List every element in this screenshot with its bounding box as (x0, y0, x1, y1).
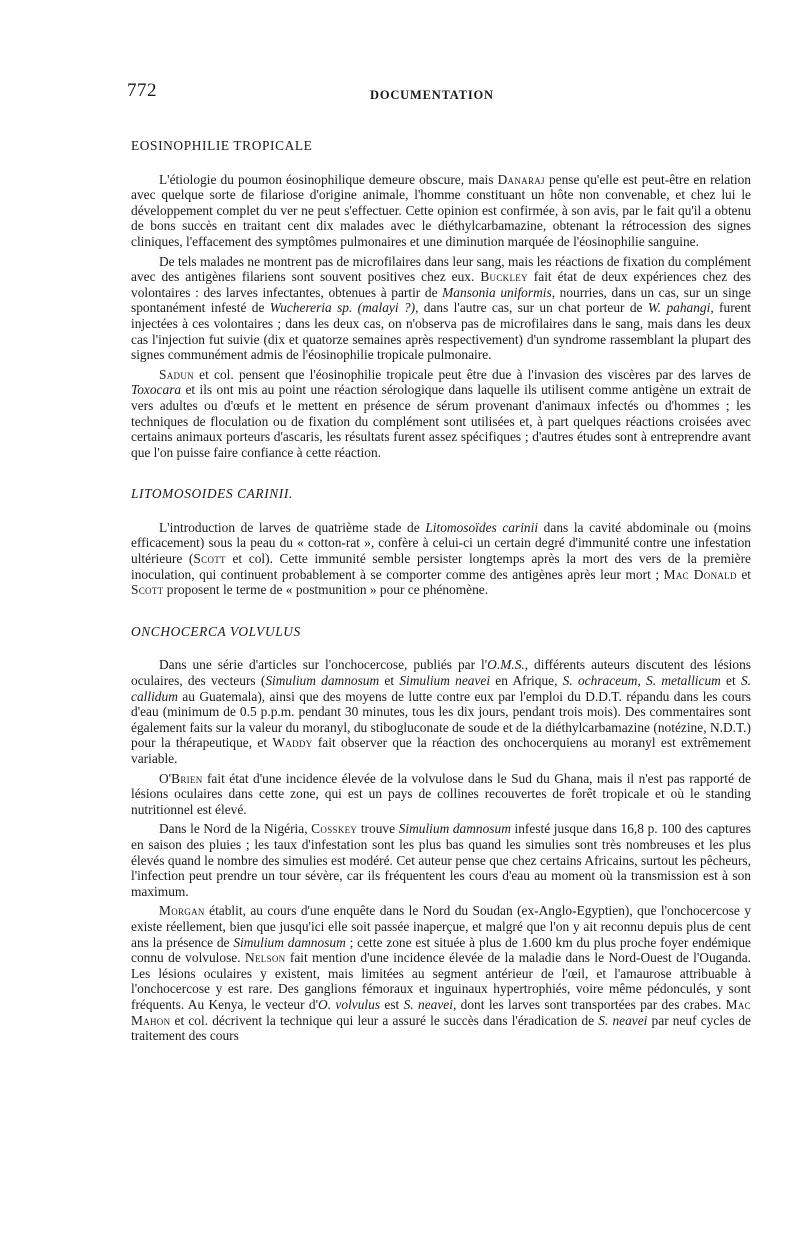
page-header (0, 80, 800, 110)
paragraph: L'étiologie du poumon éosinophilique demeure obscure, mais Danaraj pense qu'elle est peut-être en relation avec quelque sorte de filariose d'origine animale, l'homme constituant un hôte non convenable, et chez lui le développement complet du ver ne peut s'effectuer. Cette opinion est confirmée, à son avis, par le fait qu'il a obtenu de bons succès en traitant cent dix malades avec le diéthylcarbamazine, obtenant la rétrocession des signes cliniques, l'effacement des symptômes pulmonaires et une diminution marquée de l'éosinophilie sanguine. (131, 171, 751, 249)
paragraph: Sadun et col. pensent que l'éosinophilie tropicale peut être due à l'invasion des viscères par des larves de Toxocara et ils ont mis au point une réaction sérologique dans laquelle ils utilisent comme antigène un extrait de vers adultes ou d'œufs et le mettent en présence de sérum provenant d'animaux infectés ou d'hommes ; les techniques de floculation ou de fixation du complément sont utilisées et, à part quelques réactions croisées avec certains animaux porteurs d'ascaris, les résultats furent assez spécifiques ; d'autres études sont à entreprendre avant que l'on puisse faire confiance à cette réaction. (131, 366, 751, 460)
page-body (131, 138, 751, 1048)
paragraph: Dans le Nord de la Nigéria, Cosskey trouve Simulium damnosum infesté jusque dans 16,8 p. 100 des captures en saison des pluies ; les taux d'infestation sont les plus bas quand les simulies sont très nombreuses et les plus élevés quand le nombre des simulies est modéré. Cet auteur pense que chez certains Africains, surtout les pêcheurs, l'infection peut prendre un tour sévère, car ils fréquentent les cours d'eau au moment où la transmission est à son maximum. (131, 821, 751, 899)
paragraph: Dans une série d'articles sur l'onchocercose, publiés par l'O.M.S., différents auteurs discutent des lésions oculaires, des vecteurs (Simulium damnosum et Simulium neavei en Afrique, S. ochraceum, S. metallicum et S. callidum au Guatemala), ainsi que des moyens de lutte contre eux par l'emploi du D.D.T. répandu dans les cours d'eau (minimum de 0.5 p.p.m. pendant 30 minutes, tous les dix jours, pendant trois mois). Des commentaires sont également faits sur la valeur du moranyl, du stibogluconate de soude et de la diéthylcarbamazine (notézine, N.D.T.) pour la thérapeutique, et Waddy fait observer que la réaction des onchocerquiens au moranyl est extrêmement variable. (131, 657, 752, 766)
section-title-eosinophilie: EOSINOPHILIE TROPICALE (131, 138, 313, 153)
section-title-litomosoides: LITOMOSOIDES CARINII. (131, 486, 293, 502)
paragraph: De tels malades ne montrent pas de microfilaires dans leur sang, mais les réactions de fixation du complément avec des antigènes filariens sont souvent positives chez eux. Buckley fait état de deux expériences chez des volontaires : des larves infectantes, obtenues à partir de Mansonia uniformis, nourries, dans un cas, sur un singe spontanément infesté de Wuchereria sp. (malayi ?), dans l'autre cas, sur un chat porteur de W. pahangi, furent injectées à ces volontaires ; dans les deux cas, on n'observa pas de microfilaires dans le sang, mais dans les deux cas l'injection fut suivie (dix et quatorze semaines après respectivement) d'un syndrome rassemblant la plupart des signes communément admis de l'éosinophilie tropicale pulmonaire. (131, 253, 752, 363)
paragraph: O'Brien fait état d'une incidence élevée de la volvulose dans le Sud du Ghana, mais il n'est pas rapporté de lésions oculaires dans cette zone, qui est un pays de collines recouvertes de forêt tropicale et où le standing nutritionnel est élevé. (131, 770, 751, 817)
paragraph: L'introduction de larves de quatrième stade de Litomosoïdes carinii dans la cavité abdominale ou (moins efficacement) sous la peau du « cotton-rat », confère à celui-ci un certain degré d'immunité contre une infestation ultérieure (Scott et col). Cette immunité semble persister longtemps après la mort des vers de la première inoculation, qui continuent probablement à se comporter comme des antigènes après leur mort ; Mac Donald et Scott proposent le terme de « postmunition » pour ce phénomène. (131, 519, 751, 598)
section-title-onchocerca: ONCHOCERCA VOLVULUS (131, 623, 301, 639)
page-number: 772 (127, 80, 157, 101)
running-title: DOCUMENTATION (370, 88, 494, 102)
paragraph: Morgan établit, au cours d'une enquête dans le Nord du Soudan (ex-Anglo-Egyptien), que l'onchocercose y existe réellement, bien que jusqu'ici elle soit passée inaperçue, et malgré que l'on y ait reconnu depuis plus de cent ans la présence de Simulium damnosum ; cette zone est située à plus de 1.600 km du plus proche foyer endémique connu de volvulose. Nelson fait mention d'une incidence élevée de la maladie dans le Nord-Ouest de l'Ouganda. Les lésions oculaires y existent, mais limitées au segment antérieur de l'œil, et l'amaurose attribuable à l'onchocercose y est rare. Des ganglions fémoraux et inguinaux hypertrophiés, voire même pédonculés, y sont fréquents. Au Kenya, le vecteur d'O. volvulus est S. neavei, dont les larves sont transportées par des crabes. Mac Mahon et col. décrivent la technique qui leur a assuré le succès dans l'éradication de S. neavei par neuf cycles de traitement des cours (131, 903, 751, 1044)
